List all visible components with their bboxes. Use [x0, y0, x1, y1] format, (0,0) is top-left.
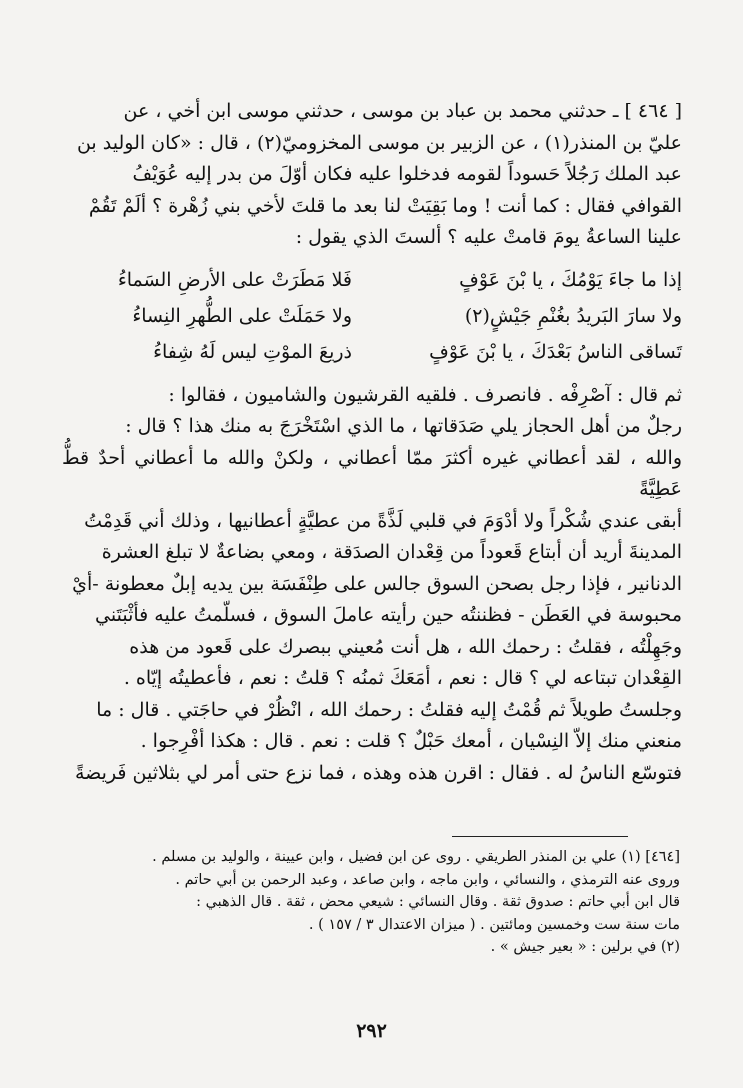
text-line: المدينةَ أريد أن أبتاع قَعوداً من قِعْدان الصدَقة ، ومعي بضاعةٌ لا تبلغ العشرة — [101, 541, 682, 563]
verse-line — [62, 334, 682, 370]
verse-first-hemistich: تَساقى الناسُ بَعْدَكَ ، يا بْنَ عَوْفٍ — [429, 340, 682, 363]
text-line: وجلستُ طويلاً ثم قُمْتُ إليه فقلتُ : رحمك الله ، انْظُرْ في حاجَتي . قال : ما — [96, 698, 682, 721]
text-line: أبقى عندي شُكْراً ولا أدْوَمَ في قلبي لَذَّةً من عطيَّةٍ أعطانيها ، وذلك أني قَدِمْتُ — [84, 509, 682, 532]
text-line: عليّ بن المنذر(١) ، عن الزبير بن موسى المخزوميّ(٢) ، قال : «كان الوليد بن — [76, 131, 682, 154]
text-line: فتوسّع الناسُ له . فقال : اقرن هذه وهذه ، فما نزع حتى أمر لي بثلاثين فَريضةً — [75, 761, 682, 784]
text-line: رجلٌ من أهل الحجاز يلي صَدَقاتها ، ما الذي اسْتَخْرَجَ به منك هذا ؟ قال : — [125, 415, 682, 437]
text-line: الدنانير ، فإذا رجل بصحن السوق جالس على طِنْفَسَة بين يديه إبلٌ معطونة -أيْ — [72, 572, 682, 595]
verse-line — [62, 262, 682, 298]
main-text — [62, 96, 682, 789]
footnote-line: [٤٦٤] (١) علي بن المنذر الطريقي . روى عن ابن فضيل ، وابن عيينة ، والوليد بن مسلم . — [152, 849, 680, 865]
verse-first-hemistich: ولا سارَ البَريدُ بغُنْمِ جَيْشٍ(٢) — [464, 304, 682, 327]
page-number: ٢٩٢ — [356, 1020, 387, 1042]
verse-line — [62, 298, 682, 334]
text-line: وجَهِلْتُه ، فقلتُ : رحمك الله ، هل أنت مُعيني ببصرك على قَعود من هذه — [129, 635, 682, 658]
text-line: علينا الساعةُ يومَ قامتْ عليه ؟ ألستَ الذي يقول : — [295, 226, 682, 248]
text-line: القِعْدان تبتاعه لي ؟ قال : نعم ، أمَعَكَ ثمنُه ؟ قلتُ : نعم ، فأعطيتُه إيّاه . — [123, 667, 682, 689]
verse-second-hemistich: ولا حَمَلَتْ على الطُّهرِ النِساءُ — [132, 304, 352, 327]
verse-second-hemistich: ذريعَ الموْتِ ليس لَهُ شِفاءُ — [153, 340, 352, 363]
poem — [62, 262, 682, 370]
text-line: منعني منك إلاّ النِسْيان ، أمعك حَبْلٌ ؟ قلت : نعم . قال : هكذا أفْرِجوا . — [140, 730, 682, 752]
footnote-line: (٢) في برلين : « بعير جيش » . — [490, 939, 680, 955]
footnotes — [66, 846, 680, 959]
footnote-line: قال ابن أبي حاتم : صدوق ثقة . وقال النسائي : شيعي محض ، ثقة . قال الذهبي : — [196, 894, 680, 910]
footnote-line: وروى عنه الترمذي ، والنسائي ، وابن ماجه ، وابن صاعد ، وعبد الرحمن بن أبي حاتم . — [175, 871, 680, 888]
text-line: [ ٤٦٤ ] ـ حدثني محمد بن عباد بن موسى ، حدثني موسى ابن أخي ، عن — [123, 100, 682, 122]
story-paragraph — [62, 380, 682, 790]
footnote-divider — [452, 836, 628, 837]
intro-paragraph — [62, 96, 682, 254]
text-line: محبوسة في العَطَن - فظننتُه حين رأيته عاملَ السوق ، فسلّمتُ عليه فأثْبَتَني — [95, 604, 682, 626]
verse-second-hemistich: فَلا مَطَرَتْ على الأرضِ السَماءُ — [117, 268, 352, 291]
text-line: والله ، لقد أعطاني غيره أكثرَ ممّا أعطاني ، ولكنْ والله ما أعطاني أحدٌ قطُّ عَطِيَّةً — [62, 446, 682, 500]
verse-first-hemistich: إذا ما جاءَ يَوْمُكَ ، يا بْنَ عَوْفٍ — [459, 268, 682, 291]
text-line: ثم قال : آصْرِفْه . فانصرف . فلقيه القرشيون والشاميون ، فقالوا : — [168, 383, 682, 406]
text-line: القوافي فقال : كما أنت ! وما بَقِيَتْ لنا بعد ما قلتَ لأخي بني زُهْرة ؟ ألَمْ تَقُمْ — [88, 194, 682, 217]
footnote-line: مات سنة ست وخمسين ومائتين . ( ميزان الاعتدال ٣ / ١٥٧ ) . — [308, 916, 680, 933]
text-line: عبد الملك رَجُلاً حَسوداً لقومه فدخلوا عليه فكان أوّلَ من بدر إليه عُوَيْفُ — [132, 163, 682, 185]
